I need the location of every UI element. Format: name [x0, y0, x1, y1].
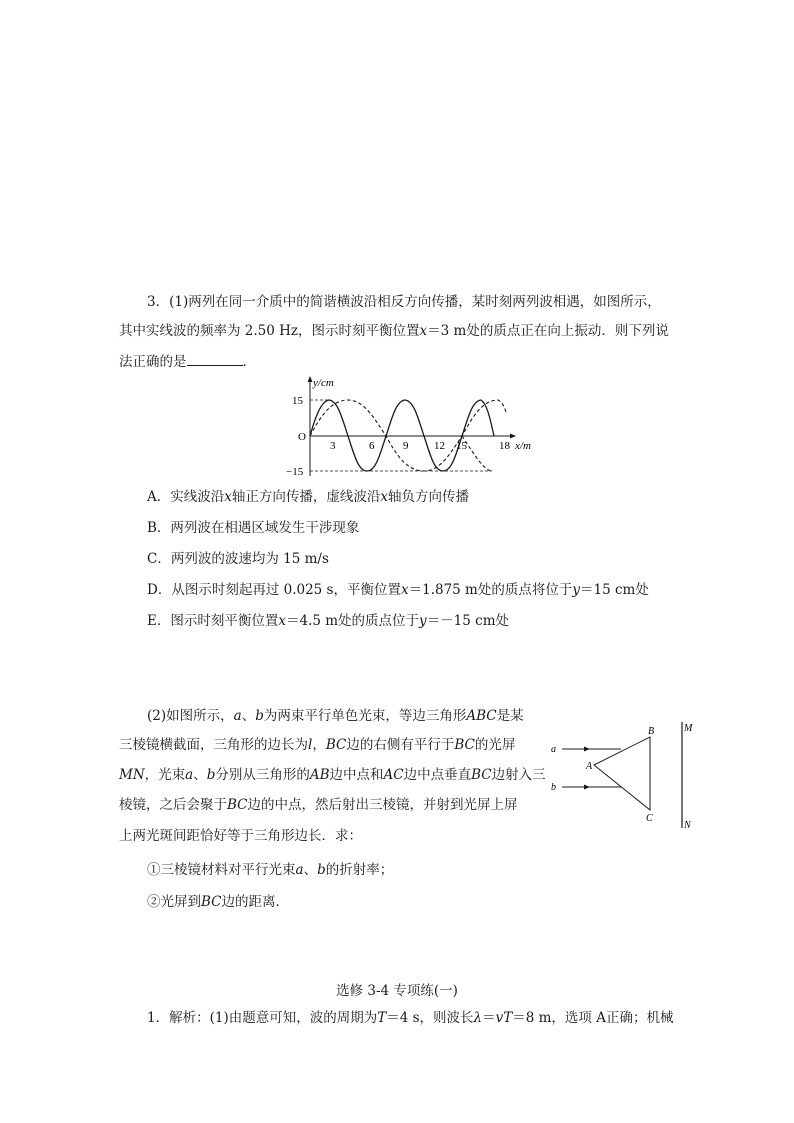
q3-part2-text: ②光屏到 — [147, 894, 201, 910]
q3-part1-line1 — [147, 292, 661, 312]
option-text: D．从图示时刻起再过 0.025 s，平衡位置 — [147, 582, 401, 598]
x-tick-18: 18 — [499, 440, 510, 452]
option-text: C．两列波的波速均为 15 m/s — [147, 551, 329, 567]
q3-part2-text: 边中点垂直 — [403, 767, 472, 783]
option-text: 轴负方向传播 — [388, 489, 469, 505]
option-text: ＝－15 cm处 — [426, 613, 510, 629]
y-axis-arrow-icon — [308, 376, 313, 382]
q3-part2-text: 分别从三角形的 — [215, 767, 310, 783]
option-text: E．图示时刻平衡位置 — [147, 613, 279, 629]
answer-blank — [187, 351, 243, 366]
beam-a-arrow-icon — [584, 747, 590, 752]
q3-part2-question1 — [147, 860, 393, 880]
q3-part2-text: 边的右侧有平行于 — [346, 737, 455, 753]
var-ab: AB — [309, 767, 330, 783]
option-text: ＝4.5 m处的质点位于 — [285, 613, 420, 629]
label-a: a — [551, 744, 556, 755]
var-b: b — [255, 708, 264, 724]
var-x: x — [224, 489, 232, 505]
q3-part2-line5 — [119, 826, 362, 846]
q3-part1-line2 — [119, 321, 669, 341]
q3-part2-line4 — [119, 795, 518, 815]
var-bc: BC — [227, 797, 248, 813]
q3-part2-text: 的光屏 — [474, 737, 516, 753]
var-ac: AC — [383, 767, 404, 783]
q3-part2-text: 边中点和 — [329, 767, 384, 783]
var-lambda: λ — [473, 1010, 483, 1026]
var-a: a — [185, 767, 194, 783]
q3-part2-text: 边射入三 — [491, 767, 546, 783]
beam-b-arrow-icon — [584, 785, 590, 790]
q3-part2-line3 — [119, 765, 546, 785]
option-e — [147, 611, 509, 631]
label-vertex-b: B — [648, 726, 655, 737]
answers-title-text: 选修 3-4 专项练(一) — [336, 983, 458, 999]
var-b: b — [206, 767, 216, 783]
answer-line1 — [147, 1008, 673, 1028]
label-vertex-c: C — [646, 813, 653, 824]
q3-part2-line1 — [147, 706, 524, 726]
option-c — [147, 549, 329, 569]
var-vt: vT — [495, 1010, 513, 1026]
option-a — [147, 487, 469, 507]
q3-part2-line2 — [119, 735, 515, 755]
var-bc: BC — [471, 767, 492, 783]
x-tick-15: 15 — [456, 440, 467, 452]
answer-text: ＝8 m，选项 A正确；机械 — [512, 1010, 674, 1026]
var-t: T — [377, 1010, 387, 1026]
label-m: M — [684, 723, 693, 734]
q3-part1-text: 3．(1)两列在同一介质中的简谐横波沿相反方向传播，某时刻两列波相遇，如图所示， — [147, 294, 661, 310]
var-l: l — [308, 737, 313, 753]
prism-diagram — [548, 718, 698, 832]
q3-part2-text: 上两光斑间距恰好等于三角形边长．求： — [119, 828, 362, 844]
q3-part2-text: 是某 — [496, 708, 524, 724]
var-abc: ABC — [466, 708, 497, 724]
option-b — [147, 518, 359, 538]
option-text: 轴正方向传播，虚线波沿 — [231, 489, 381, 505]
q3-part1-text: ＝3 m处的质点正在向上振动．则下列说 — [427, 323, 669, 339]
answer-text: ＝4 s，则波长 — [386, 1010, 474, 1026]
var-a: a — [295, 862, 304, 878]
q3-part2-text: 、 — [303, 862, 318, 878]
answers-title — [0, 981, 794, 1001]
option-text: ＝15 cm处 — [580, 582, 649, 598]
q3-part2-text: 为两束平行单色光束，等边三角形 — [263, 708, 467, 724]
q3-part1-text: ． — [242, 354, 256, 370]
q3-part2-text: 边的距离． — [221, 894, 290, 910]
x-axis-arrow-icon — [510, 434, 516, 439]
var-x: x — [400, 582, 409, 598]
var-x: x — [278, 613, 286, 629]
answer-text: ＝ — [482, 1010, 496, 1026]
q3-part2-text: 棱镜，之后会聚于 — [119, 797, 227, 813]
option-text: A．实线波沿 — [147, 489, 225, 505]
x-tick-6: 6 — [369, 440, 375, 452]
q3-part2-text: 、 — [241, 708, 256, 724]
var-b: b — [317, 862, 326, 878]
origin-label: O — [298, 431, 306, 443]
answer-text: 1．解析：(1)由题意可知，波的周期为 — [147, 1010, 378, 1026]
y-tick-15: 15 — [292, 395, 303, 407]
x-tick-12: 12 — [434, 440, 445, 452]
q3-part2-text: (2)如图所示， — [147, 708, 234, 724]
q3-part2-text: 的折射率； — [325, 862, 394, 878]
x-axis-label: x/m — [515, 440, 531, 452]
var-mn: MN — [119, 767, 145, 783]
option-text: B．两列波在相遇区域发生干涉现象 — [147, 520, 360, 536]
option-d — [147, 580, 649, 600]
option-text: ＝1.875 m处的质点将位于 — [408, 582, 573, 598]
var-x: x — [380, 489, 388, 505]
var-bc: BC — [201, 894, 222, 910]
q3-part2-text: 边的中点，然后射出三棱镜，并射到光屏上屏 — [247, 797, 518, 813]
var-y: y — [572, 582, 580, 598]
x-tick-3: 3 — [330, 440, 336, 452]
wave-graph — [280, 372, 540, 484]
prism-triangle — [594, 737, 650, 810]
label-b: b — [551, 782, 556, 793]
q3-part2-text: ①三棱镜材料对平行光束 — [147, 862, 296, 878]
y-axis-label: y/cm — [313, 377, 334, 389]
q3-part2-text: ，光束 — [144, 767, 186, 783]
x-tick-9: 9 — [403, 440, 409, 452]
label-n: N — [684, 820, 691, 831]
var-y: y — [419, 613, 427, 629]
var-bc: BC — [325, 737, 347, 753]
q3-part1-text: 法正确的是 — [119, 354, 187, 370]
q3-part2-question2 — [147, 892, 289, 912]
var-bc: BC — [454, 737, 475, 753]
var-a: a — [233, 708, 242, 724]
q3-part2-text: ， — [312, 737, 326, 753]
y-tick-neg15: −15 — [286, 466, 304, 478]
label-vertex-a: A — [586, 761, 593, 772]
q3-part1-text: 其中实线波的频率为 2.50 Hz，图示时刻平衡位置 — [119, 323, 420, 339]
q3-part2-text: 、 — [193, 767, 207, 783]
q3-part2-text: 三棱镜横截面，三角形的边长为 — [119, 737, 308, 753]
var-x: x — [419, 323, 428, 339]
q3-part1-line3 — [119, 351, 256, 372]
